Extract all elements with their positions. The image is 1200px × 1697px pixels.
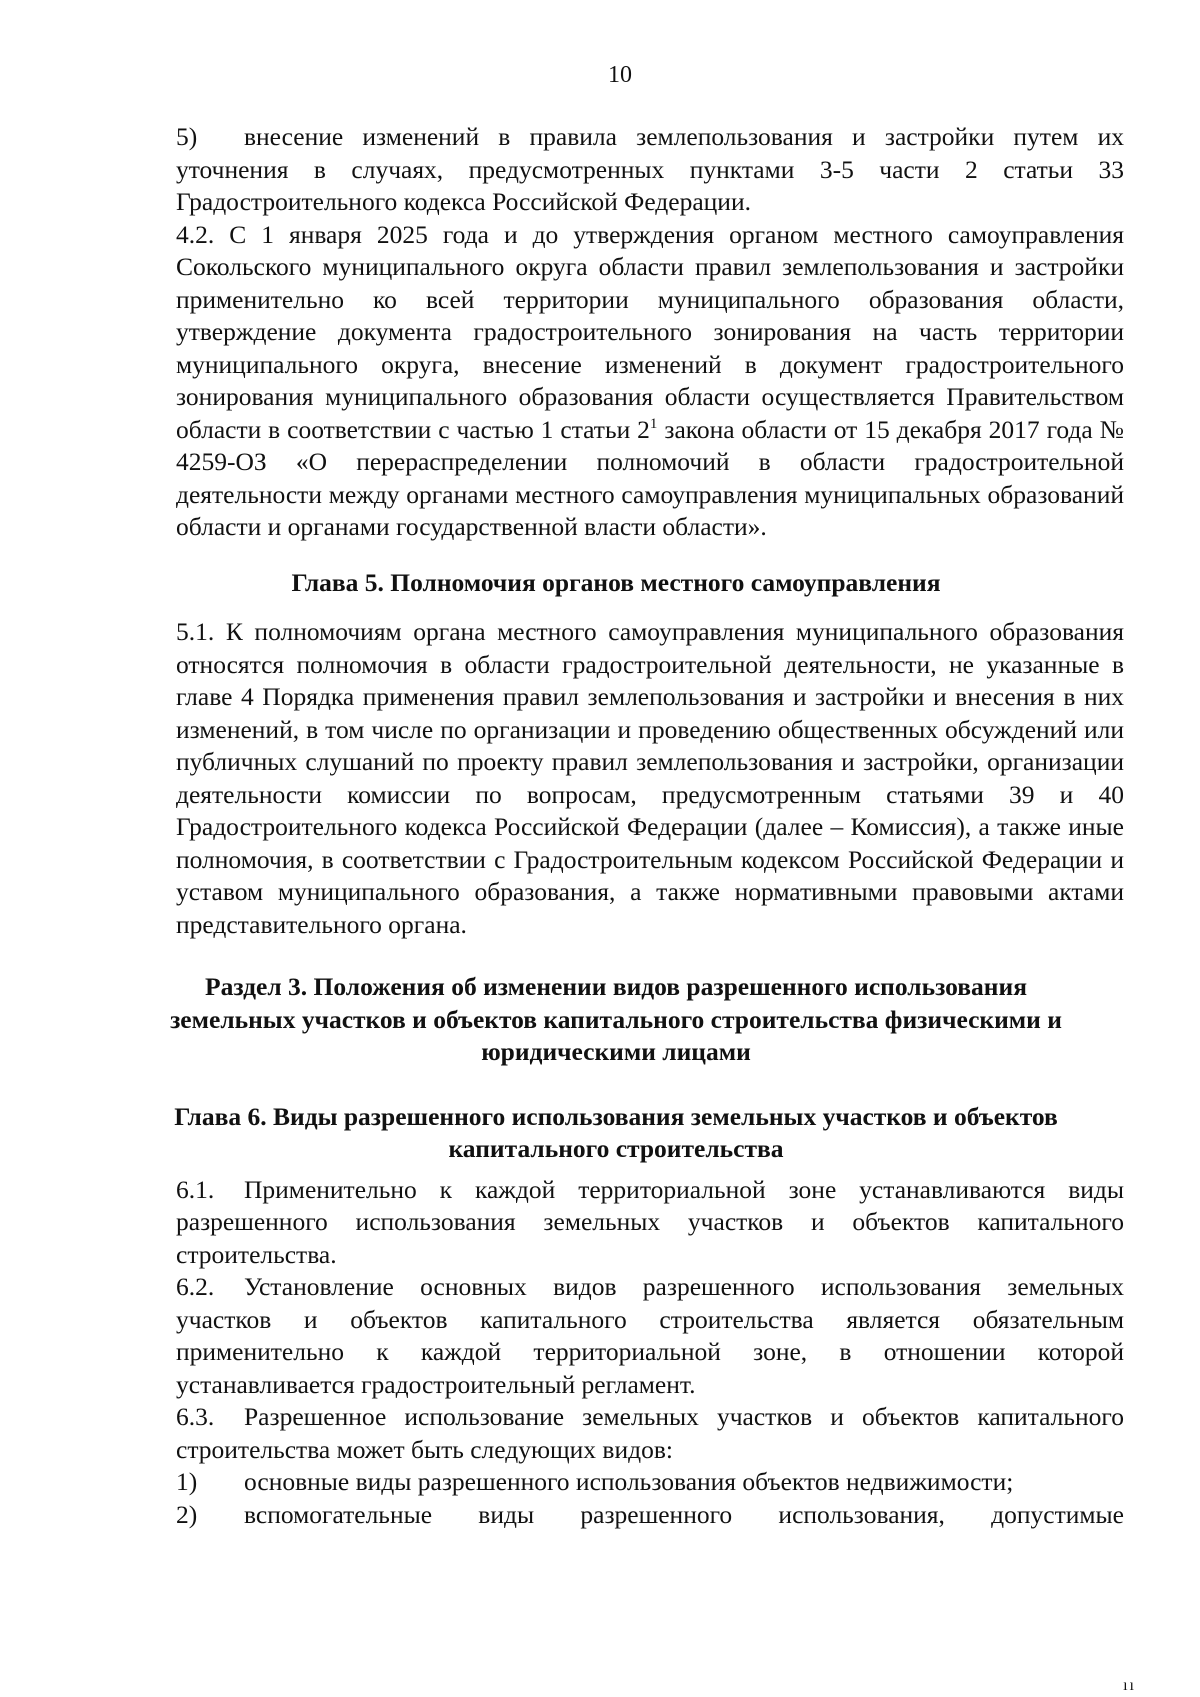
superscript-footnote: 1 <box>649 415 658 432</box>
paragraph-5-1: 5.1. К полномочиям органа местного самоуправления муниципального образования относятся полномочия в области градостроительной деятельности, не указанные в главе 4 Порядка применения правил землепользования и застройки и внесения в них изменений, в том числе по организации и проведению общественных обсуждений или публичных слушаний по проекту правил землепользования и застройки, организации деятельности комиссии по вопросам, предусмотренным статьями 39 и 40 Градостроительного кодекса Российской Федерации (далее – Комиссия), а также иные полномочия, в соответствии с Градостроительным кодексом Российской Федерации и уставом муниципального образования, а также нормативными правовыми актами представительного органа. <box>176 617 1124 939</box>
chapter-6-heading-line-1: Глава 6. Виды разрешенного использования земельных участков и объектов <box>174 1101 1058 1131</box>
paragraph-6-2-number: 6.2. <box>176 1272 215 1301</box>
paragraph-item-5 <box>108 121 1124 219</box>
paragraph-6-2 <box>108 1271 1124 1401</box>
chapter-6-heading <box>108 1101 1124 1166</box>
list-item <box>108 1466 1124 1499</box>
paragraph-4-2 <box>108 219 1124 544</box>
paragraph-6-3 <box>108 1401 1124 1466</box>
paragraph-6-1-number: 6.1. <box>176 1174 215 1204</box>
list-item <box>108 1499 1124 1532</box>
paragraph-6-1 <box>108 1174 1124 1272</box>
item-5-text: внесение изменений в правила землепользования и застройки путем их уточнения в случаях, предусмотренных пунктами 3-5 части 2 статьи 33 Градостроительного кодекса Российской Федерации. <box>176 122 1124 216</box>
paragraph-4-2-text: 4.2. С 1 января 2025 года и до утверждения органом местного самоуправления Сокольского муниципального округа области правил землепользования и застройки применительно ко всей территории муниципального образования области, утверждение документа градостроительного зонирования на часть территории муниципального округа, внесение изменений в документ градостроительного зонирования муниципального образования области осуществляется Правительством области в соответствии с частью 1 статьи 2 <box>176 219 1124 444</box>
paragraph-6-1-text: Применительно к каждой территориальной зоне устанавливаются виды разрешенного использования земельных участков и объектов капитального строительства. <box>176 1174 1124 1269</box>
chapter-5-heading: Глава 5. Полномочия органов местного самоуправления <box>291 567 941 597</box>
page-number: 10 <box>608 62 632 88</box>
list-item-number: 2) <box>176 1499 198 1529</box>
paragraph-4-2-text-cont: закона области от 15 декабря 2017 года № 4259-ОЗ «О перераспределении полномочий в области градостроительной деятельности между органами местного самоуправления муниципальных образований области и органами государственной власти области». <box>176 414 1124 541</box>
section-3-heading <box>108 971 1124 1069</box>
paragraph-6-3-text: Разрешенное использование земельных участков и объектов капитального строительства может быть следующих видов: <box>176 1402 1124 1464</box>
paragraph-6-3-number: 6.3. <box>176 1402 215 1431</box>
list-item-text: вспомогательные виды разрешенного использования, допустимые <box>244 1499 1124 1529</box>
item-5-number: 5) <box>176 122 198 151</box>
list-item-text: основные виды разрешенного использования объектов недвижимости; <box>244 1467 1014 1496</box>
paragraph-6-2-text: Установление основных видов разрешенного использования земельных участков и объектов капитального строительства является обязательным применительно к каждой территориальной зоне, в отношении которой устанавливается градостроительный регламент. <box>176 1272 1124 1399</box>
chapter-6-heading-line-2: капитального строительства <box>448 1134 784 1163</box>
document-body <box>108 121 1124 1531</box>
section-3-heading-line-2: земельных участков и объектов капитального строительства физическими и <box>170 1004 1062 1034</box>
section-3-heading-line-1: Раздел 3. Положения об изменении видов разрешенного использования <box>205 972 1027 1001</box>
section-3-heading-line-3: юридическими лицами <box>481 1037 751 1066</box>
scan-corner-mark: ıı <box>1123 1677 1136 1694</box>
list-item-number: 1) <box>176 1467 198 1496</box>
